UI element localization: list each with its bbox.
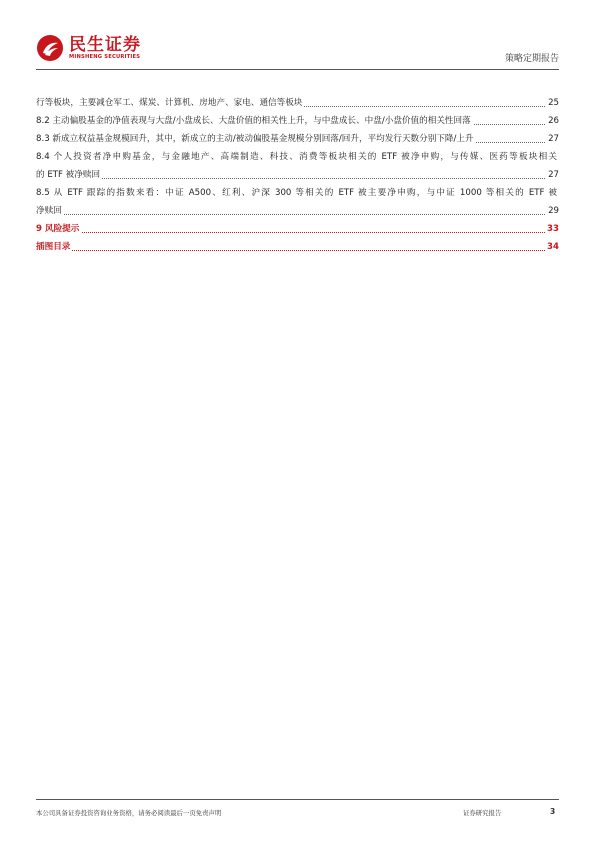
toc-entry[interactable]: [36, 130, 559, 148]
toc-entry-text: 净赎回: [36, 202, 64, 220]
footer-disclaimer: 本公司具备证券投资咨询业务资格，请务必阅读最后一页免责声明: [36, 809, 222, 817]
toc-entry[interactable]: [36, 202, 559, 220]
footer-report-label: 证券研究报告: [463, 809, 502, 817]
minsheng-logo-icon: [36, 34, 64, 62]
footer-divider: [36, 799, 559, 800]
toc-entry-text: 9 风险提示: [36, 220, 81, 238]
toc-entry-text: 行等板块，主要减仓军工、煤炭、计算机、房地产、家电、通信等板块: [36, 94, 304, 112]
header-divider: [36, 69, 559, 70]
toc-entry-text: 8.3 新成立权益基金规模回升，其中，新成立的主动/被动偏股基金规模分别回落/回升，平均发行天数分别下降/上升: [36, 130, 476, 148]
toc-entry-text: 插图目录: [36, 238, 72, 256]
toc-entry-page: 27: [546, 166, 559, 184]
toc-section-entry[interactable]: [36, 220, 559, 238]
toc-entry-text: 8.2 主动偏股基金的净值表现与大盘/小盘成长、大盘价值的相关性上升，与中盘成长、中盘/小盘价值的相关性回落: [36, 112, 473, 130]
toc-dot-leader: [36, 250, 559, 251]
toc-entry-page: 27: [546, 130, 559, 148]
brand-name-cn: 民生证券: [69, 34, 141, 55]
toc-section-entry[interactable]: [36, 238, 559, 256]
toc-entry-text: 的 ETF 被净赎回: [36, 166, 102, 184]
toc-dot-leader: [36, 178, 559, 179]
toc-entry[interactable]: [36, 166, 559, 184]
toc-entry[interactable]: [36, 94, 559, 112]
toc-dot-leader: [36, 214, 559, 215]
report-type-label: 策略定期报告: [504, 54, 559, 64]
toc-entry-page: 25: [546, 94, 559, 112]
toc-entry-page: 26: [546, 112, 559, 130]
brand-name-en: MINSHENG SECURITIES: [69, 53, 141, 60]
toc-entry-text: 8.4 个人投资者净申购基金，与金融地产、高端制造、科技、消费等板块相关的 ETF 被净申购，与传媒、医药等板块相关: [36, 152, 557, 162]
brand-logo: [36, 34, 141, 62]
table-of-contents: [36, 94, 559, 256]
toc-entry-page: 33: [545, 220, 559, 238]
toc-entry-text: 8.5 从 ETF 跟踪的指数来看：中证 A500、红利、沪深 300 等相关的 ETF 被主要净申购，与中证 1000 等相关的 ETF 被: [36, 188, 557, 198]
toc-entry[interactable]: [36, 112, 559, 130]
toc-entry[interactable]: [36, 184, 559, 202]
toc-entry[interactable]: [36, 148, 559, 166]
toc-entry-page: 34: [545, 238, 559, 256]
toc-entry-page: 29: [546, 202, 559, 220]
page-number: 3: [550, 807, 556, 816]
toc-dot-leader: [36, 232, 559, 233]
page-header: [36, 28, 559, 70]
